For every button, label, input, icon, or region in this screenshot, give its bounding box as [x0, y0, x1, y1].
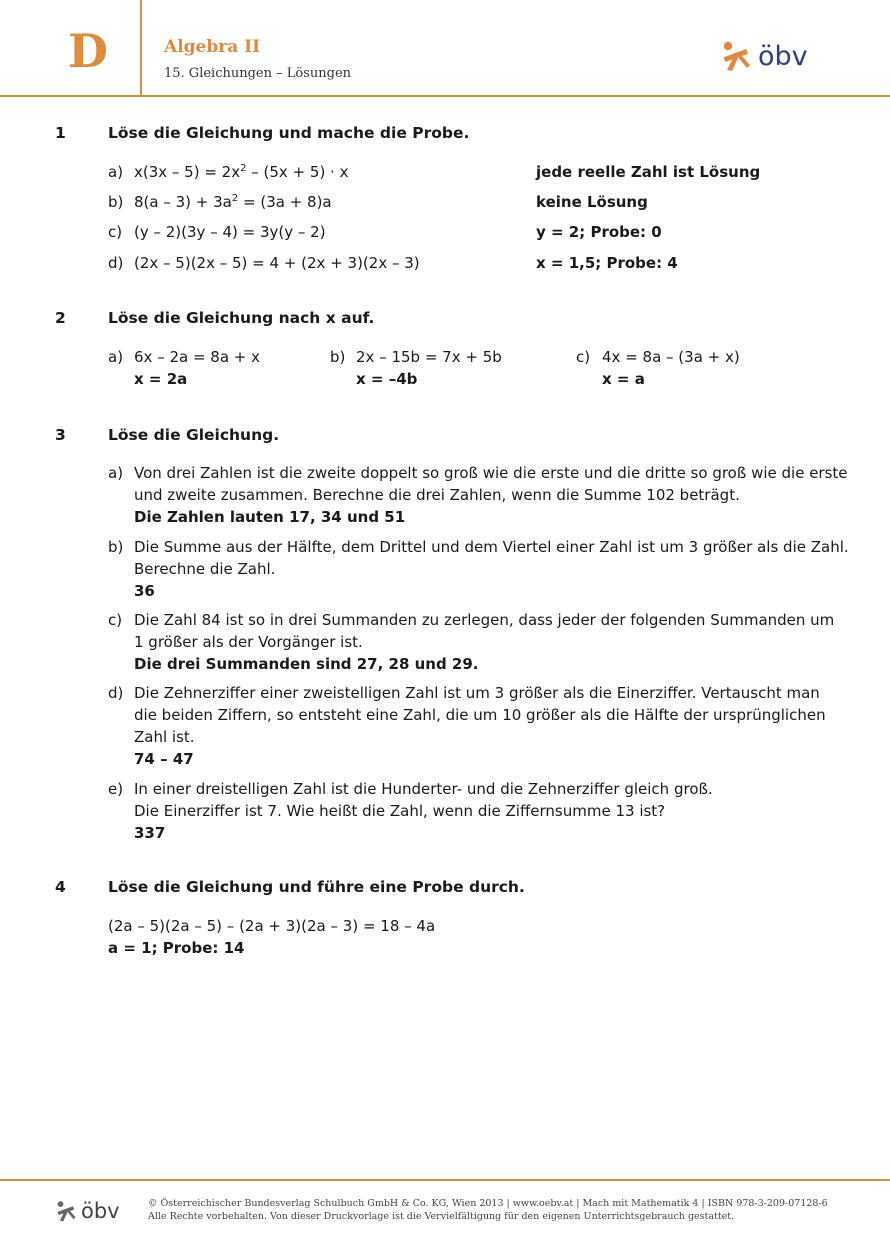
page-title: Algebra II — [164, 37, 261, 57]
item-label: a) — [108, 163, 124, 181]
item-label: b) — [330, 348, 346, 366]
exercise-number: 3 — [55, 426, 66, 444]
task-text-line: und zweite zusammen. Berechne die drei Zahlen, wenn die Summe 102 beträgt. — [134, 486, 740, 504]
solution: keine Lösung — [536, 193, 648, 211]
footer-copyright: © Österreichischer Bundesverlag Schulbuch GmbH & Co. KG, Wien 2013 | www.oebv.at | Mach mit Mathematik 4 | ISBN 978-3-209-07128-6 — [148, 1198, 828, 1209]
task-text-line: Die Summe aus der Hälfte, dem Drittel und dem Viertel einer Zahl ist um 3 größer als die Zahl. — [134, 538, 849, 556]
equation: (2a – 5)(2a – 5) – (2a + 3)(2a – 3) = 18 – 4a — [108, 917, 436, 935]
solution: Die drei Summanden sind 27, 28 und 29. — [134, 655, 479, 673]
footer-rights: Alle Rechte vorbehalten. Von dieser Druckvorlage ist die Vervielfältigung für den eigenen Unterrichtsgebrauch gestattet. — [148, 1211, 735, 1222]
item-label: b) — [108, 193, 124, 211]
solution: a = 1; Probe: 14 — [108, 939, 245, 957]
equation: (2x – 5)(2x – 5) = 4 + (2x + 3)(2x – 3) — [134, 254, 420, 272]
exercise-heading: Löse die Gleichung und mache die Probe. — [108, 124, 470, 142]
exercise-heading: Löse die Gleichung nach x auf. — [108, 309, 375, 327]
item-label: a) — [108, 464, 124, 482]
exercise-number: 1 — [55, 124, 66, 142]
solution: 74 – 47 — [134, 750, 194, 768]
item-label: c) — [108, 611, 123, 629]
item-label: e) — [108, 780, 124, 798]
equation: 2x – 15b = 7x + 5b — [356, 348, 502, 366]
equation: $8(a - 3) + 3a^2 = (3a + 8)a$ — [134, 193, 332, 211]
item-label: d) — [108, 684, 124, 702]
item-label: b) — [108, 538, 124, 556]
task-text-line: Zahl ist. — [134, 728, 195, 746]
solution: Die Zahlen lauten 17, 34 und 51 — [134, 508, 406, 526]
solution: x = 1,5; Probe: 4 — [536, 254, 678, 272]
task-text-line: Die Zahl 84 ist so in drei Summanden zu zerlegen, dass jeder der folgenden Summanden um — [134, 611, 835, 629]
equation: (y – 2)(3y – 4) = 3y(y – 2) — [134, 223, 326, 241]
item-label: a) — [108, 348, 124, 366]
logo-text: öbv — [758, 40, 808, 72]
equation: 6x – 2a = 8a + x — [134, 348, 261, 366]
equation: $x(3x - 5) = 2x^2 - (5x + 5) \cdot x$ — [134, 163, 349, 181]
section-letter: D — [68, 24, 108, 78]
task-text-line: Berechne die Zahl. — [134, 560, 276, 578]
exercise-heading: Löse die Gleichung und führe eine Probe durch. — [108, 878, 525, 896]
solution: x = a — [602, 370, 645, 388]
publisher-logo — [720, 40, 808, 72]
equation: 4x = 8a – (3a + x) — [602, 348, 740, 366]
item-label: c) — [108, 223, 123, 241]
task-text-line: die beiden Ziffern, so entsteht eine Zahl, die um 10 größer als die Hälfte der ursprünglichen — [134, 706, 826, 724]
header-divider — [140, 0, 142, 95]
exercise-number: 4 — [55, 878, 66, 896]
solution: x = 2a — [134, 370, 188, 388]
page-subtitle: 15. Gleichungen – Lösungen — [164, 66, 352, 81]
task-text-line: Von drei Zahlen ist die zweite doppelt so groß wie die erste und die dritte so groß wie die erste — [134, 464, 848, 482]
exercise-heading: Löse die Gleichung. — [108, 426, 280, 444]
solution: 36 — [134, 582, 155, 600]
footer-divider — [0, 1179, 890, 1181]
star-logo-icon — [720, 40, 752, 72]
solution: jede reelle Zahl ist Lösung — [536, 163, 761, 181]
exercise-number: 2 — [55, 309, 66, 327]
footer-logo-text: öbv — [81, 1198, 120, 1223]
star-logo-icon — [55, 1200, 77, 1222]
solution: y = 2; Probe: 0 — [536, 223, 662, 241]
task-text-line: 1 größer als der Vorgänger ist. — [134, 633, 363, 651]
footer-logo — [55, 1200, 120, 1222]
solution: x = –4b — [356, 370, 418, 388]
page-header — [0, 0, 890, 97]
item-label: c) — [576, 348, 591, 366]
solution: 337 — [134, 824, 166, 842]
item-label: d) — [108, 254, 124, 272]
task-text-line: Die Zehnerziffer einer zweistelligen Zahl ist um 3 größer als die Einerziffer. Vertauscht man — [134, 684, 820, 702]
task-text-line: Die Einerziffer ist 7. Wie heißt die Zahl, wenn die Ziffernsumme 13 ist? — [134, 802, 666, 820]
task-text-line: In einer dreistelligen Zahl ist die Hunderter- und die Zehnerziffer gleich groß. — [134, 780, 713, 798]
